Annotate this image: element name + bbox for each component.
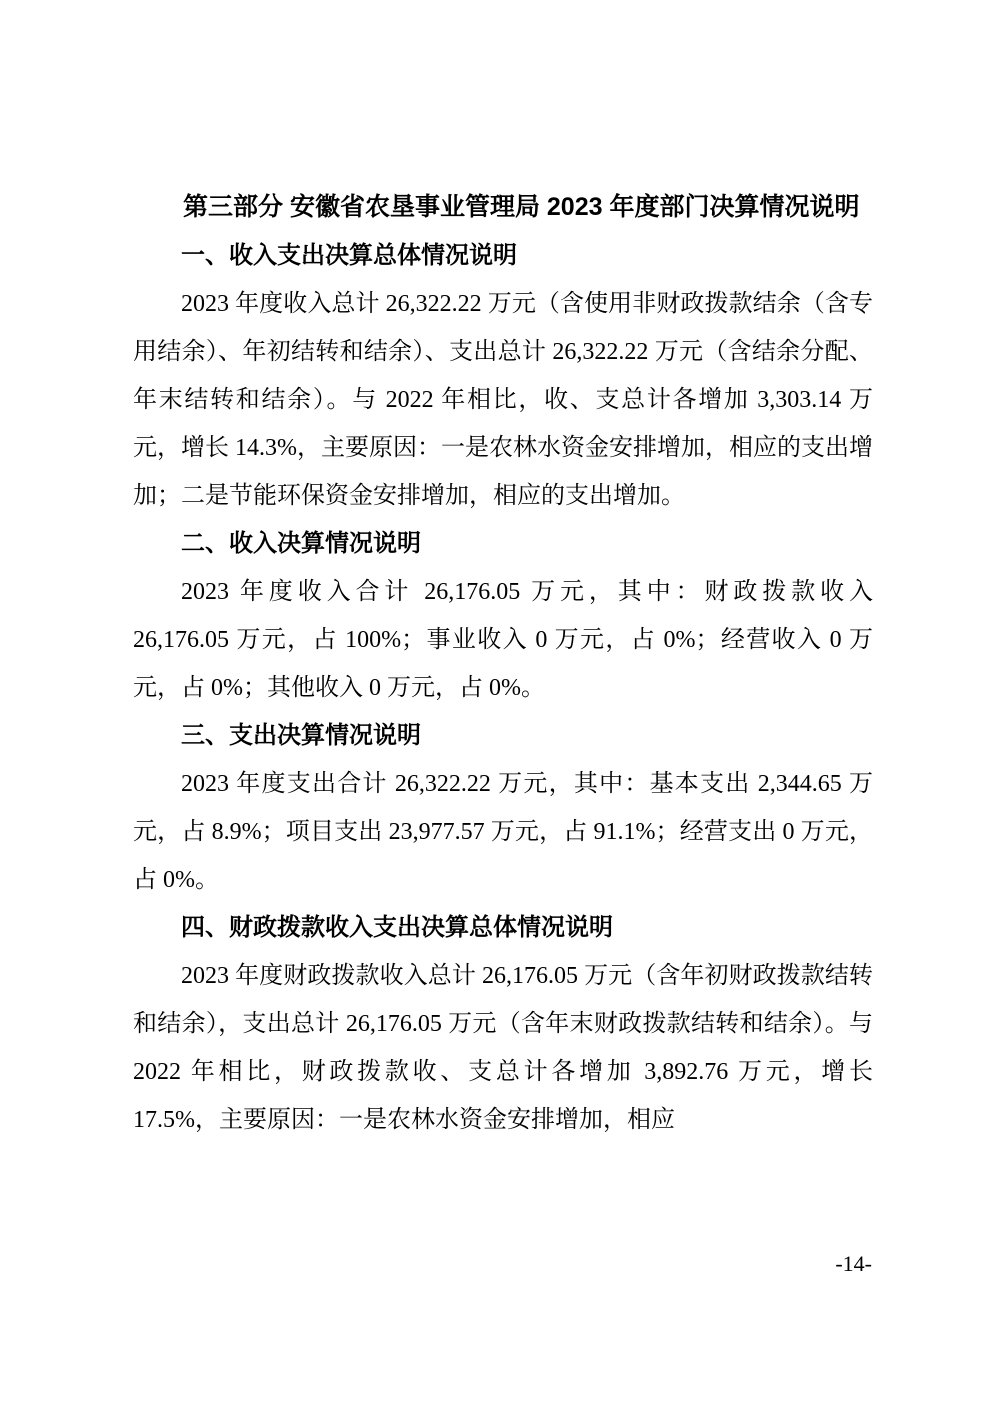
document-content bbox=[133, 182, 873, 1144]
section-3-paragraph: 2023 年度支出合计 26,322.22 万元，其中：基本支出 2,344.65 万元，占 8.9%；项目支出 23,977.57 万元，占 91.1%；经营支出 0 万元，占 0%。 bbox=[133, 771, 873, 893]
section-1-heading: 一、收入支出决算总体情况说明 bbox=[181, 242, 517, 269]
section-4-heading: 四、财政拨款收入支出决算总体情况说明 bbox=[181, 914, 613, 941]
section-fiscal-appropriation-overview bbox=[133, 904, 873, 1144]
section-income-expenditure-overview bbox=[133, 232, 873, 520]
section-1-paragraph: 2023 年度收入总计 26,322.22 万元（含使用非财政拨款结余（含专用结余）、年初结转和结余）、支出总计 26,322.22 万元（含结余分配、年末结转和结余）。与 2022 年相比，收、支总计各增加 3,303.14 万元，增长 14.3%，主要原因：一是农林水资金安排增加，相应的支出增加；二是节能环保资金安排增加，相应的支出增加。 bbox=[133, 291, 873, 509]
section-3-heading: 三、支出决算情况说明 bbox=[181, 722, 421, 749]
section-4-paragraph: 2023 年度财政拨款收入总计 26,176.05 万元（含年初财政拨款结转和结余），支出总计 26,176.05 万元（含年末财政拨款结转和结余）。与 2022 年相比，财政拨款收、支总计各增加 3,892.76 万元，增长 17.5%，主要原因：一是农林水资金安排增加，相应 bbox=[133, 963, 873, 1133]
document-title: 第三部分 安徽省农垦事业管理局 2023 年度部门决算情况说明 bbox=[183, 193, 860, 221]
section-expenditure-statement bbox=[133, 712, 873, 904]
section-2-paragraph: 2023 年度收入合计 26,176.05 万元，其中：财政拨款收入 26,176.05 万元，占 100%；事业收入 0 万元，占 0%；经营收入 0 万元，占 0%；其他收入 0 万元，占 0%。 bbox=[133, 579, 873, 701]
section-income-statement bbox=[133, 520, 873, 712]
section-2-heading: 二、收入决算情况说明 bbox=[181, 530, 421, 557]
page-number: -14- bbox=[835, 1251, 872, 1276]
